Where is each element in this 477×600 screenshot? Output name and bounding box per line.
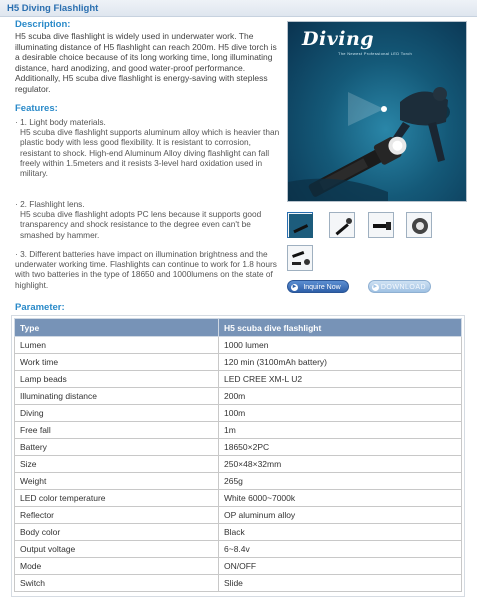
table-header-row: [15, 319, 462, 337]
thumbnail-4[interactable]: [406, 212, 432, 238]
product-main-image[interactable]: [287, 21, 467, 202]
param-value: White 6000~7000k: [219, 490, 462, 507]
param-value: 250×48×32mm: [219, 456, 462, 473]
column-header-type: Type: [15, 319, 219, 337]
param-name: Illuminating distance: [15, 388, 219, 405]
page-title: H5 Diving Flashlight: [7, 3, 99, 14]
thumbnail-accessories-icon: [289, 247, 313, 271]
param-value: 200m: [219, 388, 462, 405]
thumbnail-3[interactable]: [368, 212, 394, 238]
param-value: 1m: [219, 422, 462, 439]
param-value: Black: [219, 524, 462, 541]
param-name: Output voltage: [15, 541, 219, 558]
table-row: [15, 507, 462, 524]
feature-item-1: [15, 117, 283, 178]
hero-brand-text: Diving: [302, 28, 375, 50]
product-title-bar: [0, 0, 477, 17]
param-value: 100m: [219, 405, 462, 422]
description-text: H5 scuba dive flashlight is widely used in underwater work. The illuminating distance of H5 flashlight can reach 200m. H5 dive torch is a desirable choice because of its long working time, long illuminating distance, hard anodizing, and good water-proof performance. Additionally, H5 scuba dive flashlight is energy-saving with stepless regulator.: [15, 31, 277, 94]
arrow-right-icon: ►: [291, 284, 298, 290]
download-button[interactable]: [368, 280, 431, 293]
param-value: Slide: [219, 575, 462, 592]
feature-item-1-title: · 1. Light body materials.: [15, 117, 106, 127]
table-row: [15, 439, 462, 456]
table-row: [15, 575, 462, 592]
param-name: Reflector: [15, 507, 219, 524]
inquire-now-button[interactable]: [287, 280, 349, 293]
param-value: 1000 lumen: [219, 337, 462, 354]
thumbnail-diver-icon: [289, 214, 313, 238]
download-icon: ►: [372, 284, 379, 290]
feature-item-3-text: · 3. Different batteries have impact on illumination brightness and the underwater working time. Flashlights can continue to work for 1.8 hours with two batteries in the type of 18650 and 1000lumens on the state of highlight.: [15, 249, 277, 290]
thumbnail-1[interactable]: [287, 212, 313, 238]
feature-item-1-text: H5 scuba dive flashlight supports aluminum alloy which is heavier than plastic body with less good flexibility. It is resistant to corrosion, resistant to shock. High-end Aluminum Alloy diving flashlight can fall freely within 1.5meters and it resists 3-level hard oxidation used in military.: [20, 127, 280, 179]
feature-item-2-text: H5 scuba dive flashlight adopts PC lens because it supports good transparency and shock resistance to the degree even can't be smashed by hammer.: [20, 209, 262, 240]
table-row: [15, 405, 462, 422]
param-name: Battery: [15, 439, 219, 456]
param-name: Body color: [15, 524, 219, 541]
table-row: [15, 456, 462, 473]
param-name: Diving: [15, 405, 219, 422]
table-row: [15, 490, 462, 507]
download-label: DOWNLOAD: [380, 284, 427, 291]
table-row: [15, 558, 462, 575]
table-row: [15, 337, 462, 354]
param-value: 265g: [219, 473, 462, 490]
parameter-heading: Parameter:: [15, 302, 65, 313]
param-name: Lamp beads: [15, 371, 219, 388]
param-value: 18650×2PC: [219, 439, 462, 456]
param-name: Weight: [15, 473, 219, 490]
param-value: 6~8.4v: [219, 541, 462, 558]
param-name: Mode: [15, 558, 219, 575]
parameter-table: [14, 318, 462, 592]
thumbnail-5[interactable]: [287, 245, 313, 271]
table-row: [15, 473, 462, 490]
param-value: ON/OFF: [219, 558, 462, 575]
column-header-model: H5 scuba dive flashlight: [219, 319, 462, 337]
param-name: Lumen: [15, 337, 219, 354]
table-row: [15, 371, 462, 388]
description-heading: Description:: [15, 19, 71, 30]
table-row: [15, 354, 462, 371]
thumbnail-2[interactable]: [329, 212, 355, 238]
features-heading: Features:: [15, 103, 58, 114]
param-value: 120 min (3100mAh battery): [219, 354, 462, 371]
table-row: [15, 524, 462, 541]
thumbnail-lens-icon: [408, 214, 432, 238]
thumbnail-flashlight-side-icon: [370, 214, 394, 238]
param-name: LED color temperature: [15, 490, 219, 507]
table-row: [15, 541, 462, 558]
param-value: LED CREE XM-L U2: [219, 371, 462, 388]
feature-item-2: [15, 199, 283, 240]
feature-item-3: [15, 249, 283, 290]
inquire-now-label: Inquire Now: [303, 284, 341, 291]
param-name: Free fall: [15, 422, 219, 439]
thumbnail-flashlight-icon: [331, 214, 355, 238]
param-value: OP aluminum alloy: [219, 507, 462, 524]
hero-tagline: The Newest Professional LED Torch: [338, 51, 413, 56]
param-name: Size: [15, 456, 219, 473]
feature-item-2-title: · 2. Flashlight lens.: [15, 199, 85, 209]
table-row: [15, 422, 462, 439]
param-name: Switch: [15, 575, 219, 592]
table-row: [15, 388, 462, 405]
param-name: Work time: [15, 354, 219, 371]
